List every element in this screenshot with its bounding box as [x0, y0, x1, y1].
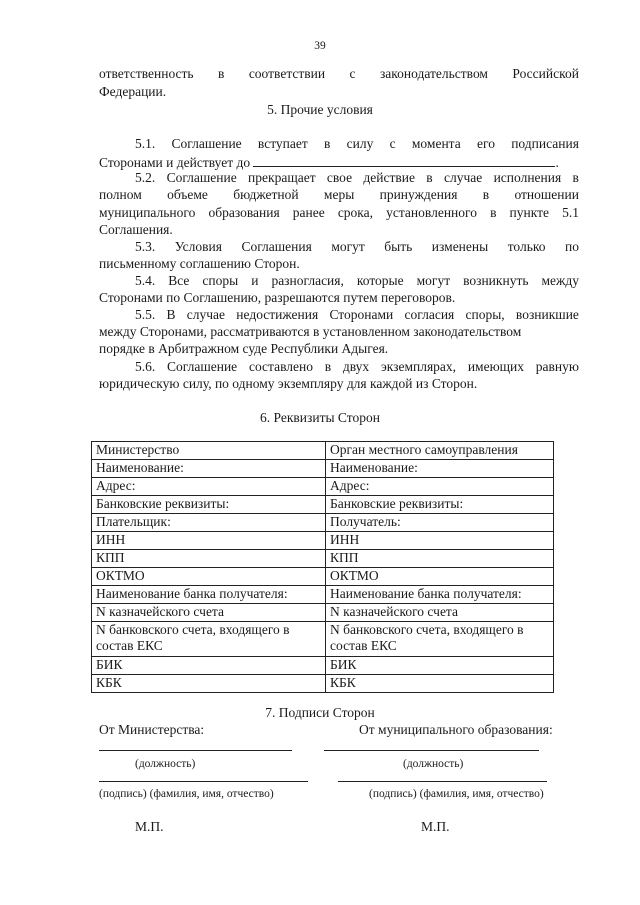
- table-cell: N казначейского счета: [326, 604, 554, 622]
- table-cell: Наименование:: [92, 460, 326, 478]
- table-row: [92, 622, 554, 657]
- table-cell: Банковские реквизиты:: [92, 496, 326, 514]
- table-row: [92, 675, 554, 693]
- table-cell: КПП: [326, 550, 554, 568]
- table-row: [92, 568, 554, 586]
- clause-5-5-line-1: 5.5. В случае недостижения Сторонами согласия споры, возникшие: [135, 307, 579, 322]
- table-row: [92, 532, 554, 550]
- clause-5-6-line-1: 5.6. Соглашение составлено в двух экземплярах, имеющих равную: [135, 359, 579, 374]
- table-cell: Банковские реквизиты:: [326, 496, 554, 514]
- left-signature-line: [99, 781, 308, 782]
- table-cell: Адрес:: [326, 478, 554, 496]
- table-cell: БИК: [326, 657, 554, 675]
- date-blank-line: [253, 153, 555, 167]
- table-cell: Адрес:: [92, 478, 326, 496]
- intro-line-2: Федерации.: [99, 84, 167, 99]
- table-cell: КБК: [326, 675, 554, 693]
- table-cell: Наименование банка получателя:: [92, 586, 326, 604]
- table-row: [92, 604, 554, 622]
- table-cell: Наименование банка получателя:: [326, 586, 554, 604]
- clause-5-2-line-4: Соглашения.: [99, 222, 173, 237]
- table-cell: N казначейского счета: [92, 604, 326, 622]
- right-signature-line: [338, 781, 547, 782]
- clause-5-2-line-2: полном объеме бюджетной меры принуждения в отношении: [99, 187, 579, 202]
- clause-5-3-line-2: письменному соглашению Сторон.: [99, 256, 300, 271]
- table-cell: КПП: [92, 550, 326, 568]
- clause-5-5-line-3: порядке в Арбитражном суде Республики Адыгея.: [99, 341, 389, 356]
- table-row: [92, 657, 554, 675]
- table-cell: ИНН: [92, 532, 326, 550]
- table-row: [92, 496, 554, 514]
- table-row: [92, 514, 554, 532]
- clause-5-4-line-2: Сторонами по Соглашению, разрешаются путем переговоров.: [99, 290, 456, 305]
- table-cell: Орган местного самоуправления: [326, 442, 554, 460]
- left-position-caption: (должность): [135, 758, 196, 770]
- table-cell: ОКТМО: [326, 568, 554, 586]
- table-row: [92, 586, 554, 604]
- clause-5-3-line-1: 5.3. Условия Соглашения могут быть изменены только по: [135, 239, 579, 254]
- table-cell: N банковского счета, входящего в состав ЕКС: [326, 622, 554, 657]
- table-row: [92, 442, 554, 460]
- clause-5-5-line-2: между Сторонами, рассматриваются в установленном законодательством: [99, 324, 522, 339]
- clause-5-1-line-1: 5.1. Соглашение вступает в силу с момента его подписания: [135, 136, 579, 151]
- section-5-title: 5. Прочие условия: [267, 102, 373, 117]
- right-position-caption: (должность): [403, 758, 464, 770]
- requisites-table: [91, 441, 554, 693]
- right-party-label: От муниципального образования:: [359, 722, 553, 737]
- page-number: 39: [314, 40, 326, 52]
- table-cell: ИНН: [326, 532, 554, 550]
- table-cell: Плательщик:: [92, 514, 326, 532]
- table-row: [92, 550, 554, 568]
- section-7-title: 7. Подписи Сторон: [265, 705, 375, 720]
- left-signature-caption: (подпись) (фамилия, имя, отчество): [99, 788, 274, 800]
- right-stamp-label: М.П.: [421, 819, 450, 834]
- clause-5-6-line-2: юридическую силу, по одному экземпляру для каждой из Сторон.: [99, 376, 478, 391]
- clause-5-2-line-1: 5.2. Соглашение прекращает свое действие в случае исполнения в: [135, 170, 579, 185]
- right-signature-caption: (подпись) (фамилия, имя, отчество): [369, 788, 544, 800]
- table-cell: N банковского счета, входящего в состав ЕКС: [92, 622, 326, 657]
- clause-5-4-line-1: 5.4. Все споры и разногласия, которые могут возникнуть между: [135, 273, 579, 288]
- table-cell: КБК: [92, 675, 326, 693]
- left-stamp-label: М.П.: [135, 819, 164, 834]
- left-position-line: [99, 750, 292, 751]
- table-row: [92, 460, 554, 478]
- table-row: [92, 478, 554, 496]
- left-party-label: От Министерства:: [99, 722, 205, 737]
- clause-5-2-line-3: муниципального образования ранее срока, установленного в пункте 5.1: [99, 205, 579, 220]
- table-cell: Получатель:: [326, 514, 554, 532]
- table-cell: Наименование:: [326, 460, 554, 478]
- table-cell: БИК: [92, 657, 326, 675]
- clause-5-1-line-2: Сторонами и действует до .: [99, 155, 559, 170]
- table-cell: Министерство: [92, 442, 326, 460]
- right-position-line: [324, 750, 539, 751]
- section-6-title: 6. Реквизиты Сторон: [260, 410, 380, 425]
- intro-line-1: ответственность в соответствии с законодательством Российской: [99, 66, 579, 81]
- table-cell: ОКТМО: [92, 568, 326, 586]
